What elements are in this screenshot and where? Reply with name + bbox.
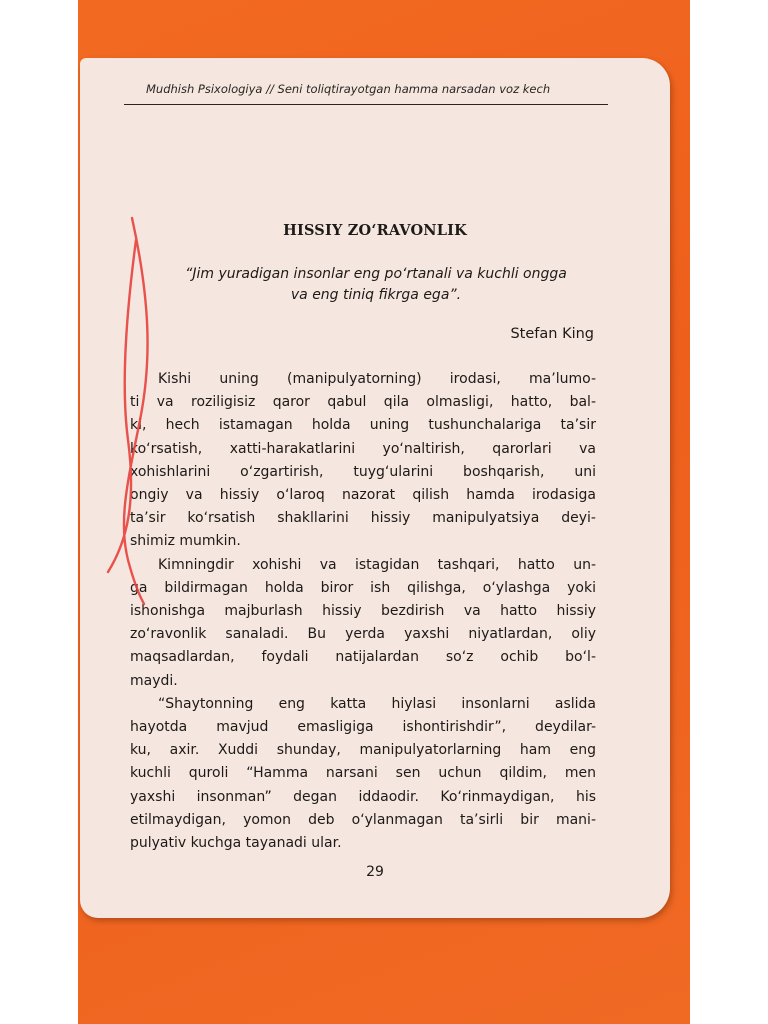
epigraph-author: Stefan King [510, 326, 594, 342]
text-line: etilmaydigan, yomon deb o‘ylanmagan ta’sirli bir mani- [130, 811, 596, 828]
text-line: zo‘ravonlik sanaladi. Bu yerda yaxshi niyatlardan, oliy [130, 626, 596, 643]
text-line: ko‘rsatish, xatti-harakatlarini yo‘naltirish, qarorlari va [130, 440, 596, 457]
text-line: “Shaytonning eng katta hiylasi insonlarni aslida [158, 695, 596, 712]
paragraph-3 [130, 693, 596, 855]
text-line: Kimningdir xohishi va istagidan tashqari, hatto un- [158, 556, 596, 573]
text-line: ti va roziligisiz qaror qabul qila olmasligi, hatto, bal- [130, 394, 596, 411]
text-line: ku, axir. Xuddi shunday, manipulyatorlarning ham eng [130, 742, 596, 759]
body-text [130, 368, 596, 855]
paragraph-1 [130, 368, 596, 554]
paragraph-2 [130, 554, 596, 693]
text-line: shimiz mumkin. [130, 533, 241, 550]
epigraph-line-2: va eng tiniq fikrga ega”. [290, 287, 462, 303]
text-line: maydi. [130, 672, 178, 689]
page-number: 29 [366, 864, 384, 880]
running-header: Mudhish Psixologiya // Seni toliqtirayotgan hamma narsadan voz kech [146, 82, 551, 96]
text-line: pulyativ kuchga tayanadi ular. [130, 835, 342, 852]
text-line: Kishi uning (manipulyatorning) irodasi, ma’lumo- [158, 371, 596, 387]
text-line: hayotda mavjud emasligiga ishontirishdir”, deydilar- [130, 719, 596, 736]
text-line: ta’sir ko‘rsatish shakllarini hissiy manipulyatsiya deyi- [130, 510, 596, 527]
epigraph-line-1: “Jim yuradigan insonlar eng po‘rtanali va kuchli ongga [185, 266, 567, 282]
epigraph-quote [140, 264, 612, 306]
text-line: yaxshi insonman” degan iddaodir. Ko‘rinmaydigan, his [130, 788, 596, 805]
text-line: ongiy va hissiy o‘laroq nazorat qilish hamda irodasiga [130, 487, 596, 504]
chapter-title: HISSIY ZO‘RAVONLIK [283, 222, 467, 239]
text-line: ga bildirmagan holda biror ish qilishga, o‘ylashga yoki [130, 579, 596, 596]
text-line: kuchli quroli “Hamma narsani sen uchun qildim, men [130, 765, 596, 782]
book-page [80, 58, 670, 918]
header-rule [124, 104, 608, 105]
text-line: xohishlarini o‘zgartirish, tuyg‘ularini boshqarish, uni [130, 463, 596, 480]
text-line: ki, hech istamagan holda uning tushunchalariga ta’sir [130, 417, 596, 434]
text-line: maqsadlardan, foydali natijalardan so‘z ochib bo‘l- [130, 649, 596, 666]
text-line: ishonishga majburlash hissiy bezdirish va hatto hissiy [130, 603, 596, 620]
